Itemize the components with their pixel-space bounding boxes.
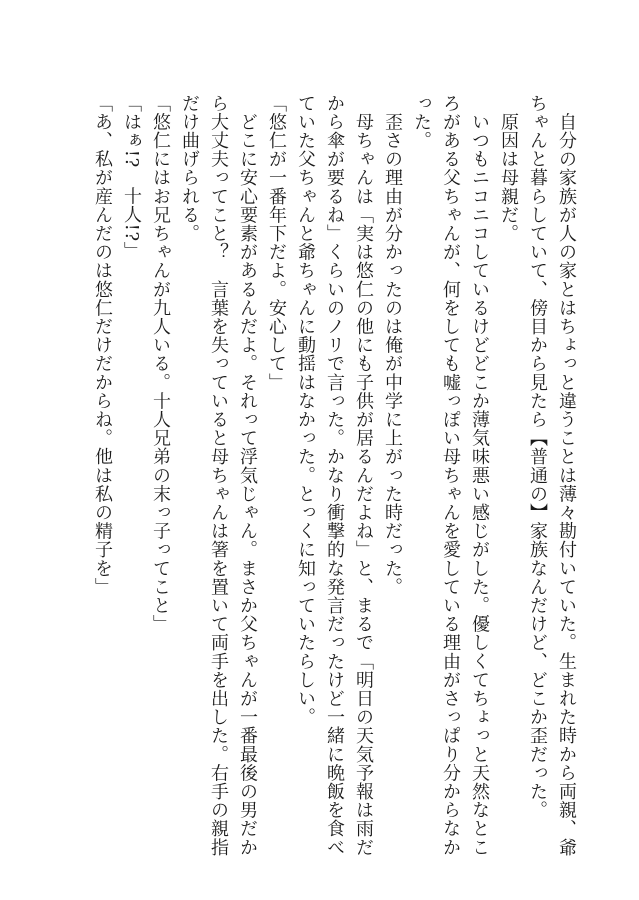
text-line: 原因は母親だ。 [498, 94, 519, 243]
text-line: ちゃんと暮らしていて、傍目から見たら【普通の】家族なんだけど、どこか歪だった。 [527, 94, 548, 820]
text-line: 「あ、私が産んだのは悠仁だけだからね。他は私の精子を」 [92, 94, 113, 597]
text-line: いつもニコニコしているけどどこか薄気味悪い感じがした。優しくてちょっと天然なとこ [469, 94, 490, 857]
text-line: だけ曲げられる。 [179, 94, 200, 243]
text-line: どこに安心要素があるんだよ。それって浮気じゃん。まさか父ちゃんが一番最後の男だか [237, 94, 258, 857]
text-line: った。 [411, 94, 432, 150]
text-line: 「悠仁にはお兄ちゃんが九人いる。十人兄弟の末っ子ってこと」 [150, 94, 171, 634]
vertical-text-block [88, 94, 581, 857]
text-line: 「はぁ!? 十人!?」 [121, 94, 142, 261]
text-line: ていた父ちゃんと爺ちゃんに動揺はなかった。とっくに知っていたらしい。 [295, 94, 316, 727]
text-line: 自分の家族が人の家とはちょっと違うことは薄々勘付いていた。生まれた時から両親、爺 [556, 94, 577, 857]
text-line: ら大丈夫ってこと？ 言葉を失っていると母ちゃんは箸を置いて両手を出した。右手の親指 [208, 94, 229, 857]
text-line: 母ちゃんは「実は悠仁の他にも子供が居るんだよね」と、まるで「明日の天気予報は雨だ [353, 94, 374, 857]
text-line: から傘が要るね」くらいのノリで言った。かなり衝撃的な発言だったけど一緒に晩飯を食べ [324, 94, 345, 857]
text-line: ろがある父ちゃんが、何をしても嘘っぽい母ちゃんを愛している理由がさっぱり分からなか [440, 94, 461, 857]
text-line: 「悠仁が一番年下だよ。安心して」 [266, 94, 287, 392]
text-line: 歪さの理由が分かったのは俺が中学に上がった時だった。 [382, 94, 403, 597]
